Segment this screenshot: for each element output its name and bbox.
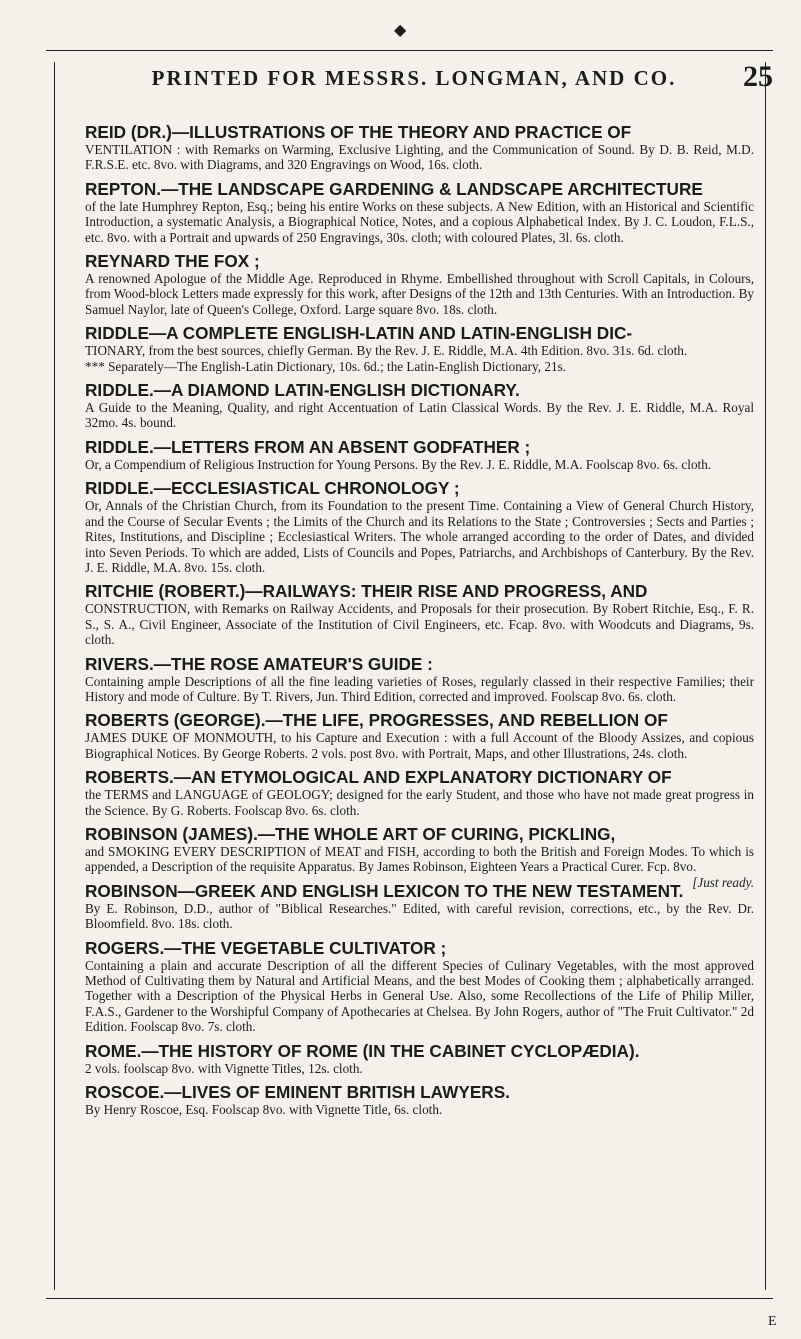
catalogue-entry xyxy=(85,881,754,932)
entry-heading: ROBERTS (GEORGE).—THE LIFE, PROGRESSES, AND REBELLION OF xyxy=(85,710,668,731)
catalogue-entry xyxy=(85,478,754,575)
entry-description: Or, a Compendium of Religious Instruction for Young Persons. By the Rev. J. E. Riddle, M.A. Foolscap 8vo. 6s. cloth. xyxy=(85,456,712,472)
entry-description: A Guide to the Meaning, Quality, and right Accentuation of Latin Classical Words. By the Rev. J. E. Riddle, M.A. Royal 32mo. 4s. bound. xyxy=(85,400,754,431)
catalogue-entry xyxy=(85,437,754,472)
catalogue-entry xyxy=(85,654,754,705)
entry-heading: ROBERTS.—AN ETYMOLOGICAL AND EXPLANATORY DICTIONARY OF xyxy=(85,767,672,788)
page-title: PRINTED FOR MESSRS. LONGMAN, AND CO. xyxy=(151,66,677,90)
entry-heading: REPTON.—THE LANDSCAPE GARDENING & LANDSCAPE ARCHITECTURE xyxy=(85,178,703,199)
right-border xyxy=(765,62,766,1290)
left-border xyxy=(54,62,55,1290)
catalogue-entry xyxy=(85,767,754,818)
entry-description: 2 vols. foolscap 8vo. with Vignette Titles, 12s. cloth. xyxy=(85,1060,363,1076)
catalogue-entry xyxy=(85,380,754,431)
entry-heading: RIDDLE.—ECCLESIASTICAL CHRONOLOGY ; xyxy=(85,478,460,499)
page-number: 25 xyxy=(743,60,773,93)
entry-description: By Henry Roscoe, Esq. Foolscap 8vo. with Vignette Title, 6s. cloth. xyxy=(85,1102,443,1118)
catalogue-entry xyxy=(85,710,754,761)
top-rule xyxy=(46,50,773,51)
catalogue-entry xyxy=(85,581,754,647)
entry-description: the TERMS and LANGUAGE of GEOLOGY; designed for the early Student, and those who have not made great progress in the Science. By G. Roberts. Foolscap 8vo. 6s. cloth. xyxy=(85,787,754,818)
catalogue-entry xyxy=(85,823,754,890)
entry-heading: ROBINSON (JAMES).—THE WHOLE ART OF CURING, PICKLING, xyxy=(85,823,616,844)
entry-note: *** Separately—The English-Latin Dictionary, 10s. 6d.; the Latin-English Dictionary, 21s. xyxy=(85,358,566,374)
entry-description: TIONARY, from the best sources, chiefly German. By the Rev. J. E. Riddle, M.A. 4th Edition. 8vo. 31s. 6d. cloth. xyxy=(85,343,688,359)
entry-heading: REID (DR.)—ILLUSTRATIONS OF THE THEORY AND PRACTICE OF xyxy=(85,122,632,142)
entry-heading: RIDDLE.—LETTERS FROM AN ABSENT GODFATHER ; xyxy=(85,436,531,457)
catalogue-entry xyxy=(85,179,754,245)
catalogue-entry xyxy=(85,122,754,173)
entry-description: JAMES DUKE OF MONMOUTH, to his Capture and Execution : with a full Account of the Bloody Assizes, and copious Biographical Notices. By George Roberts. 2 vols. post 8vo. with Portrait, Maps, and other Illustrations, 24s. cloth. xyxy=(85,730,754,761)
entry-description: Containing ample Descriptions of all the fine leading varieties of Roses, regularly classed in their respective Families; their History and mode of Culture. By T. Rivers, Jun. Third Edition, corrected and improved. Foolscap 8vo. 6s. cloth. xyxy=(85,673,754,704)
entry-heading: RITCHIE (ROBERT.)—RAILWAYS: THEIR RISE AND PROGRESS, AND xyxy=(85,581,648,602)
entry-heading: ROGERS.—THE VEGETABLE CULTIVATOR ; xyxy=(85,937,447,958)
catalogue-entry xyxy=(85,1082,754,1117)
entry-heading: ROSCOE.—LIVES OF EMINENT BRITISH LAWYERS. xyxy=(85,1082,510,1103)
entry-list xyxy=(85,122,754,1123)
entry-heading: ROBINSON—GREEK AND ENGLISH LEXICON TO THE NEW TESTAMENT. xyxy=(85,880,684,901)
catalogue-entry xyxy=(85,251,754,317)
entry-heading: RIDDLE.—A DIAMOND LATIN-ENGLISH DICTIONARY. xyxy=(85,380,520,401)
signature-mark: E xyxy=(768,1314,777,1329)
entry-description: Containing a plain and accurate Description of all the different Species of Culinary Vegetables, with the most approved Method of Cultivating them by Natural and Artificial Means, and the best Modes of Cooking them ; alphabetically arranged. Together with a Description of the Physical Herbs in General Use. Also, some Recollections of the Life of Philip Miller, F.A.S., Gardener to the Worshipful Company of Apothecaries at Chelsea. By John Rogers, author of "The Fruit Cultivator." 2d Edition. Foolscap 8vo. 7s. cloth. xyxy=(85,957,754,1035)
entry-description: VENTILATION : with Remarks on Warming, Exclusive Lighting, and the Communication of Sound. By D. B. Reid, M.D. F.R.S.E. etc. 8vo. with Diagrams, and 320 Engravings on Wood, 16s. cloth. xyxy=(85,142,754,173)
entry-heading: REYNARD THE FOX ; xyxy=(85,251,260,272)
ornament-dot: ◆ xyxy=(394,22,407,39)
catalogue-entry xyxy=(85,1041,754,1076)
entry-description: A renowned Apologue of the Middle Age. Reproduced in Rhyme. Embellished throughout with Scroll Capitals, in Colours, from Wood-block Letters made expressly for this work, after Designs of the 12th and 13th Centuries. With an Introduction. By Samuel Naylor, late of Queen's College, Oxford. Large square 8vo. 18s. cloth. xyxy=(85,271,754,317)
entry-description-text: and SMOKING EVERY DESCRIPTION of MEAT and FISH, according to both the British and Foreign Modes. To which is appended, a Description of the requisite Apparatus. By James Robinson, Eighteen Years a Practical Curer. Fcp. 8vo. xyxy=(85,843,754,875)
page-header xyxy=(55,60,773,106)
catalogue-entry xyxy=(85,323,754,374)
entry-heading: RIDDLE—A COMPLETE ENGLISH-LATIN AND LATIN-ENGLISH DIC- xyxy=(85,323,633,344)
entry-description: Or, Annals of the Christian Church, from its Foundation to the present Time. Containing a View of General Church History, and the Course of Secular Events ; the Limits of the Church and its Relations to the State ; Controversies ; Sects and Parties ; Rites, Institutions, and Discipline ; Ecclesiastical Writers. The whole arranged according to the order of Dates, and divided into Seven Periods. To which are added, Lists of Councils and Popes, Patriarchs, and Archbishops of Canterbury. By the Rev. J. E. Riddle, M.A. 8vo. 15s. cloth. xyxy=(85,498,754,575)
entry-description: of the late Humphrey Repton, Esq.; being his entire Works on these subjects. A New Edition, with an Historical and Scientific Introduction, a systematic Analysis, a Biographical Notice, Notes, and a copious Alphabetical Index. By J. C. Loudon, F.L.S., etc. 8vo. with a Portrait and upwards of 250 Engravings, 30s. cloth; with coloured Plates, 3l. 6s. cloth. xyxy=(85,198,754,245)
entry-heading: ROME.—THE HISTORY OF ROME (IN THE CABINET CYCLOPÆDIA). xyxy=(85,1040,640,1061)
availability-note: [Just ready. xyxy=(692,874,754,890)
entry-description: CONSTRUCTION, with Remarks on Railway Accidents, and Proposals for their prosecution. By Robert Ritchie, Esq., F. R. S., S. A., Civil Engineer, Associate of the Institution of Civil Engineers, etc. Fcap. 8vo. with Woodcuts and Diagrams, 9s. cloth. xyxy=(85,601,754,648)
entry-description: By E. Robinson, D.D., author of "Biblical Researches." Edited, with careful revision, corrections, etc., by the Rev. Dr. Bloomfield. 8vo. 18s. cloth. xyxy=(85,900,754,932)
entry-heading: RIVERS.—THE ROSE AMATEUR'S GUIDE : xyxy=(85,653,433,674)
catalogue-entry xyxy=(85,938,754,1035)
bottom-rule xyxy=(46,1298,773,1299)
entry-description xyxy=(85,843,754,890)
